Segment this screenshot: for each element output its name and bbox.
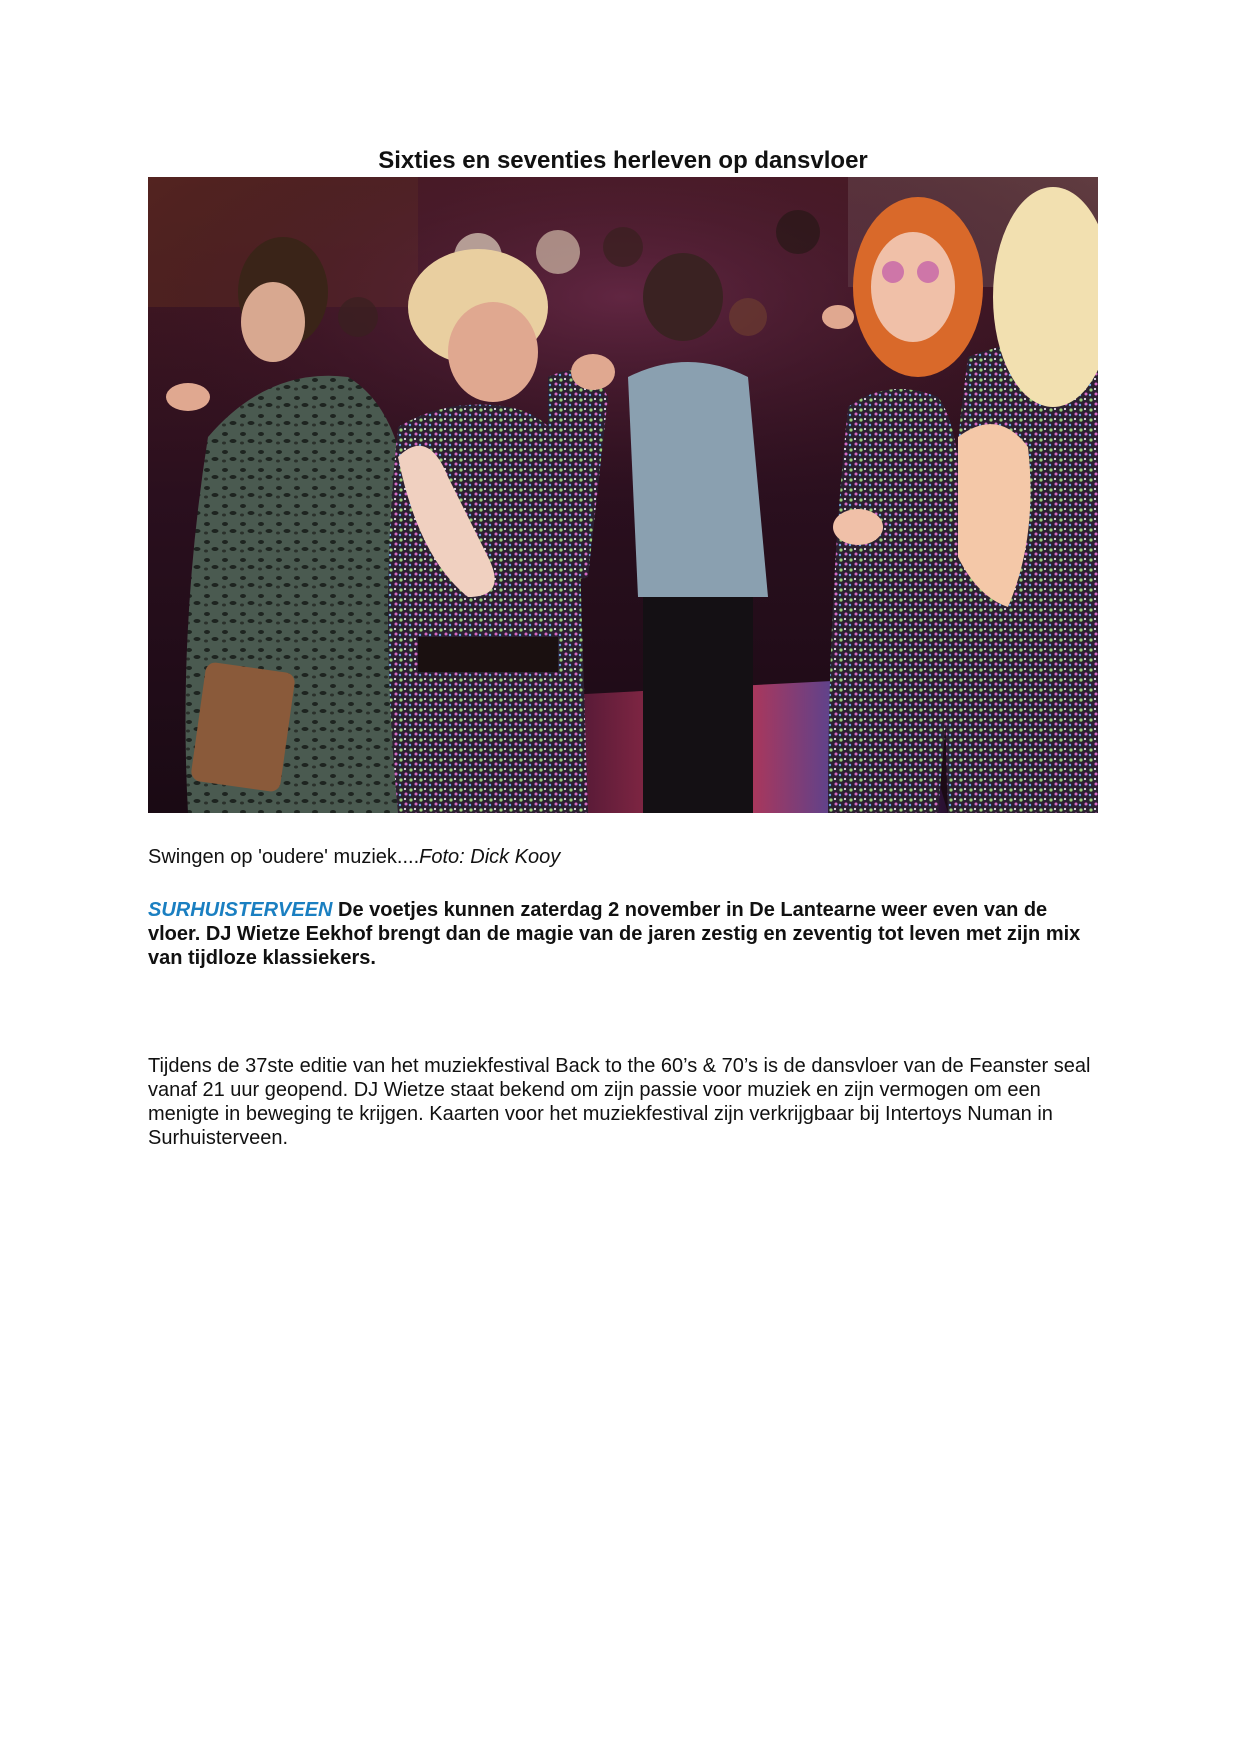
- photo-credit: Foto: Dick Kooy: [419, 846, 561, 868]
- dateline: SURHUISTERVEEN: [148, 899, 333, 921]
- article-headline: Sixties en seventies herleven op dansvloer: [378, 147, 868, 174]
- article-lead: [148, 898, 1098, 970]
- caption-text: Swingen op 'oudere' muziek....: [148, 846, 420, 868]
- article-photo: [148, 177, 1098, 813]
- dance-floor-photo: [148, 177, 1098, 813]
- photo-caption: [148, 845, 1098, 869]
- article-body: Tijdens de 37ste editie van het muziekfestival Back to the 60’s & 70’s is de dansvloer van de Feanster seal vanaf 21 uur geopend. DJ Wietze staat bekend om zijn passie voor muziek en zijn vermogen om een menigte in beweging te krijgen. Kaarten voor het muziekfestival zijn verkrijgbaar bij Intertoys Numan in Surhuisterveen.: [148, 1055, 1091, 1149]
- lead-text: De voetjes kunnen zaterdag 2 november in De Lantearne weer even van de vloer. DJ Wietze Eekhof brengt dan de magie van de jaren zestig en zeventig tot leven met zijn mix van tijdloze klassiekers.: [148, 899, 1081, 969]
